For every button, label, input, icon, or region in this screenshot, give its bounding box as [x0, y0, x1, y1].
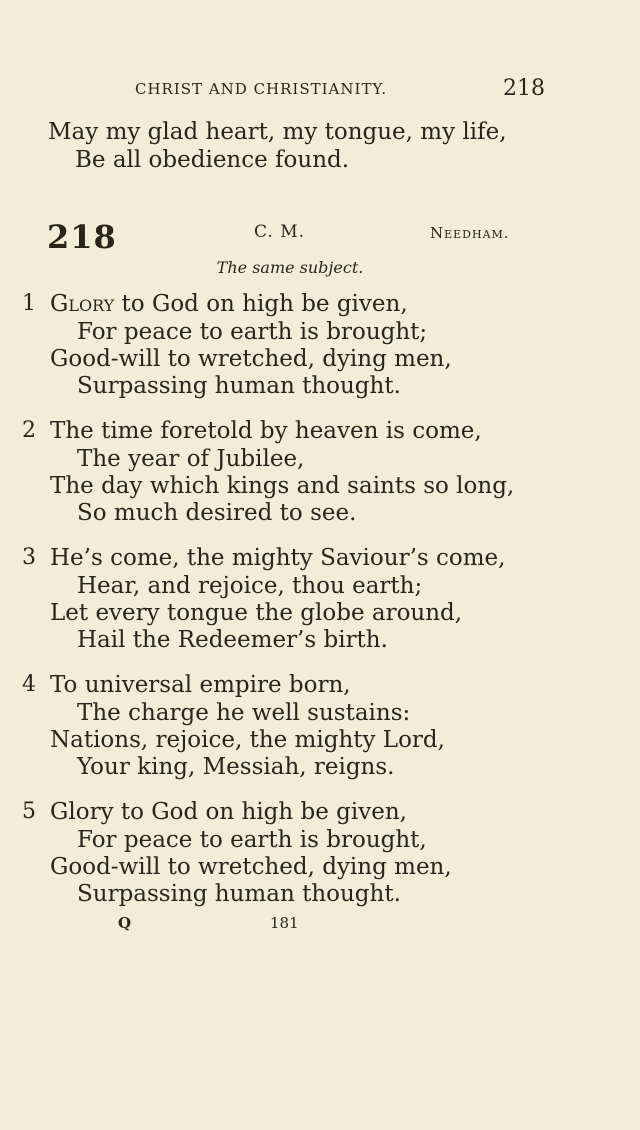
- hymn-subject: The same subject.: [216, 258, 364, 277]
- folio-number: 181: [270, 914, 299, 932]
- verse-line: Surpassing human thought.: [77, 373, 401, 399]
- verse-line: Glory to God on high be given,: [50, 799, 407, 825]
- verse-line-rest: to God on high be given,: [114, 291, 408, 317]
- verse: [0, 798, 640, 925]
- verse-line: Nations, rejoice, the mighty Lord,: [50, 727, 445, 753]
- hymn-tune: Needham.: [430, 224, 510, 242]
- page-footer: [0, 914, 640, 938]
- verse-line: To universal empire born,: [50, 672, 351, 698]
- verse-line: Hear, and rejoice, thou earth;: [77, 573, 423, 599]
- signature-mark: Q: [118, 914, 132, 932]
- verse-line: The year of Jubilee,: [77, 446, 305, 472]
- verse-line: He’s come, the mighty Saviour’s come,: [50, 545, 506, 571]
- verse-line: So much desired to see.: [77, 500, 357, 526]
- verse-number: 1: [22, 291, 36, 316]
- verse-line: The day which kings and saints so long,: [50, 473, 515, 499]
- verse-line: For peace to earth is brought;: [77, 319, 428, 345]
- verse-first-word: Glory: [50, 291, 115, 317]
- verse-line: Good-will to wretched, dying men,: [50, 346, 452, 372]
- carryover-stanza: [48, 118, 507, 174]
- running-title: CHRIST AND CHRISTIANITY.: [135, 80, 388, 98]
- carryover-line: May my glad heart, my tongue, my life,: [48, 119, 507, 145]
- verse: [0, 544, 640, 671]
- verse-line: [50, 290, 408, 318]
- verse-number: 3: [22, 545, 36, 570]
- verse-line: Your king, Messiah, reigns.: [77, 754, 395, 780]
- verse-number: 5: [22, 799, 36, 824]
- verse-line: Let every tongue the globe around,: [50, 600, 463, 626]
- hymn-meter: C. M.: [254, 222, 306, 242]
- verse: [0, 290, 640, 417]
- carryover-line: Be all obedience found.: [75, 147, 350, 173]
- page-number: 218: [503, 76, 545, 101]
- verse: [0, 671, 640, 798]
- verse-line: The charge he well sustains:: [77, 700, 411, 726]
- running-head: [0, 78, 640, 102]
- verse-number: 4: [22, 672, 36, 697]
- verse-line: For peace to earth is brought,: [77, 827, 427, 853]
- verse-number: 2: [22, 418, 36, 443]
- verse: [0, 417, 640, 544]
- verse-line: The time foretold by heaven is come,: [50, 418, 482, 444]
- verse-line: Hail the Redeemer’s birth.: [77, 627, 388, 653]
- hymn-header: [0, 218, 640, 258]
- verse-line: Good-will to wretched, dying men,: [50, 854, 452, 880]
- hymn-verses: [0, 290, 640, 925]
- hymn-number: 218: [47, 218, 117, 256]
- verse-line: Surpassing human thought.: [77, 881, 401, 907]
